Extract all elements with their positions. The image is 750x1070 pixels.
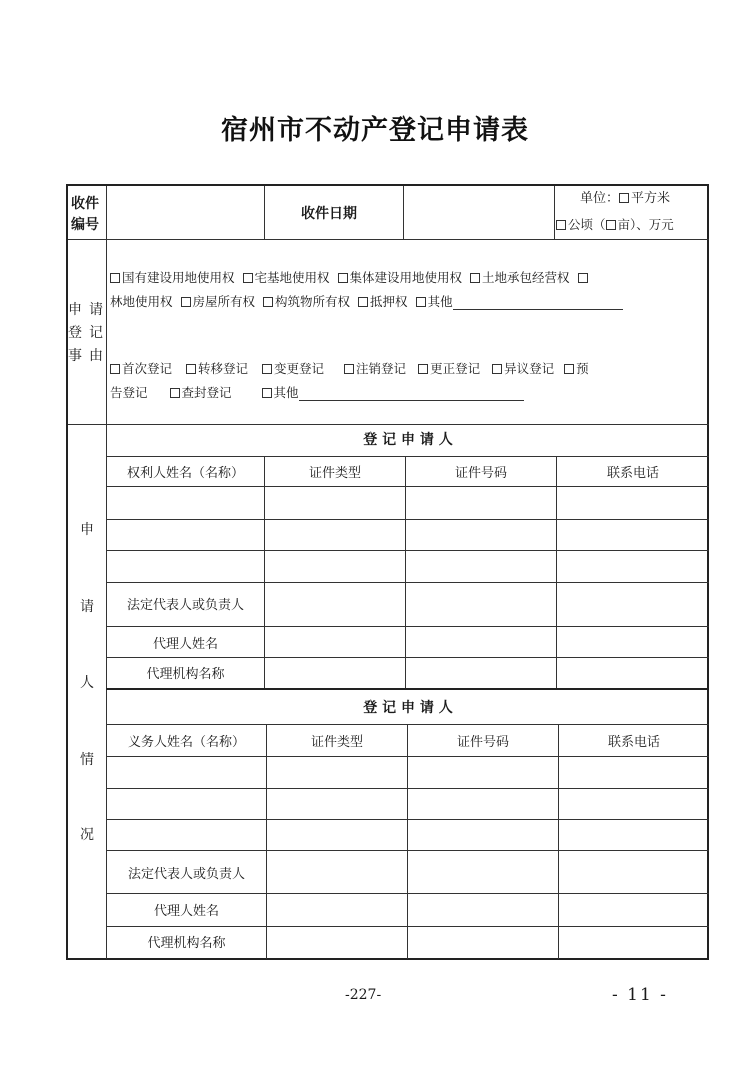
types-options-line1 [110,359,710,377]
checkbox[interactable] [262,388,272,398]
types-options-line2 [110,383,710,401]
checkbox-forest-land[interactable] [578,273,588,283]
divider [106,893,709,894]
col-header-phone: 联系电话 [606,466,659,481]
reason-label-char: 登 [68,325,82,341]
checkbox[interactable] [243,273,253,283]
col-header-id-type: 证件类型 [308,466,361,481]
unit-line-1 [580,191,670,207]
option-state-land-use[interactable]: 国有建设用地使用权 [110,268,235,286]
option-other-registration[interactable]: 其他 [262,383,524,401]
option-homestead-use[interactable]: 宅基地使用权 [243,268,330,286]
application-form [66,184,709,960]
agent-org-label-1: 代理机构名称 [146,667,225,682]
reason-label-char: 由 [89,348,103,364]
reason-label-char: 记 [89,325,103,341]
divider [554,186,555,239]
divider [106,657,709,658]
divider [407,724,408,959]
page-number-center: -227- [345,987,382,1003]
unit-mu-text: 亩）、万元 [617,217,674,232]
rights-options-line1 [110,268,710,286]
reason-label-char: 请 [89,302,103,318]
divider [405,456,406,689]
checkbox-sqm[interactable] [619,193,629,203]
unit-sqm-text: 平方米 [631,191,671,206]
checkbox[interactable] [418,364,428,374]
option-change-registration[interactable]: 变更登记 [262,359,324,377]
receipt-no-label-2: 编号 [71,217,99,233]
option-other-right[interactable]: 其他 [416,292,623,310]
checkbox[interactable] [186,364,196,374]
option-advance-registration-cont[interactable]: 告登记 [110,385,148,400]
col-header-id-number: 证件号码 [456,735,509,750]
option-first-registration[interactable]: 首次登记 [110,359,172,377]
unit-label: 单位： [580,191,620,206]
option-objection-registration[interactable]: 异议登记 [492,359,554,377]
page-title: 宿州市不动产登记申请表 [221,115,529,146]
option-mortgage[interactable]: 抵押权 [358,292,408,310]
divider [106,926,709,927]
applicant-side-char: 人 [80,675,94,691]
option-transfer-registration[interactable]: 转移登记 [186,359,248,377]
divider [264,456,265,689]
checkbox[interactable] [263,297,273,307]
divider [558,724,559,959]
option-structure-ownership[interactable]: 构筑物所有权 [263,292,350,310]
option-collective-land-use[interactable]: 集体建设用地使用权 [338,268,463,286]
receipt-no-label: 收件 [71,196,99,212]
other-right-input[interactable] [453,297,623,310]
col-header-phone: 联系电话 [607,735,660,750]
applicant-side-char: 请 [80,599,94,615]
checkbox[interactable] [110,273,120,283]
agent-name-label-1: 代理人姓名 [152,637,218,652]
col-header-id-type: 证件类型 [310,735,363,750]
divider [106,850,709,851]
reason-label-char: 事 [68,348,82,364]
divider [106,456,709,457]
reason-label-char: 申 [68,302,82,318]
divider [106,756,709,757]
receipt-date-field[interactable] [404,188,553,238]
page-number-right: - 11 - [612,985,668,1005]
checkbox[interactable] [358,297,368,307]
divider [106,788,709,789]
checkbox[interactable] [470,273,480,283]
applicant-side-char: 情 [80,752,94,768]
option-forest-land-use[interactable]: 林地使用权 [110,294,173,309]
col-header-obligor-name: 义务人姓名（名称） [127,735,245,750]
receipt-date-label: 收件日期 [301,206,357,222]
legal-rep-label-1: 法定代表人或负责人 [126,598,244,613]
option-correction-registration[interactable]: 更正登记 [418,359,480,377]
divider [106,486,709,487]
divider [106,626,709,627]
col-header-id-number: 证件号码 [454,466,507,481]
agent-org-label-2: 代理机构名称 [147,936,226,951]
divider [106,582,709,583]
col-header-right-holder-name: 权利人姓名（名称） [126,466,244,481]
section2-heading: 登 记 申 请 人 [363,700,453,716]
divider [106,688,709,690]
agent-name-label-2: 代理人姓名 [153,904,219,919]
option-seal-registration[interactable]: 查封登记 [170,383,232,401]
checkbox[interactable] [110,364,120,374]
legal-rep-label-2: 法定代表人或负责人 [127,867,245,882]
unit-hectare-text: 公顷（ [568,217,606,232]
receipt-number-field[interactable] [107,188,263,238]
divider [106,819,709,820]
option-advance-registration[interactable]: 预 [564,359,589,377]
checkbox[interactable] [181,297,191,307]
divider [106,550,709,551]
option-land-contract[interactable]: 土地承包经营权 [470,268,570,286]
checkbox[interactable] [170,388,180,398]
other-registration-input[interactable] [299,388,524,401]
checkbox-hectare[interactable] [556,220,566,230]
applicant-side-char: 况 [80,827,94,843]
option-house-ownership[interactable]: 房屋所有权 [181,292,256,310]
option-cancel-registration[interactable]: 注销登记 [344,359,406,377]
checkbox[interactable] [492,364,502,374]
checkbox-mu[interactable] [606,220,616,230]
divider [556,456,557,689]
divider [68,239,709,240]
rights-options-line2 [110,292,710,310]
checkbox[interactable] [344,364,354,374]
unit-line-2 [556,217,674,232]
section1-heading: 登 记 申 请 人 [363,432,453,448]
divider [106,519,709,520]
applicant-side-char: 申 [80,522,94,538]
checkbox[interactable] [262,364,272,374]
divider [266,724,267,959]
checkbox[interactable] [416,297,426,307]
divider [264,186,265,239]
divider [68,424,709,425]
checkbox[interactable] [564,364,574,374]
checkbox[interactable] [338,273,348,283]
